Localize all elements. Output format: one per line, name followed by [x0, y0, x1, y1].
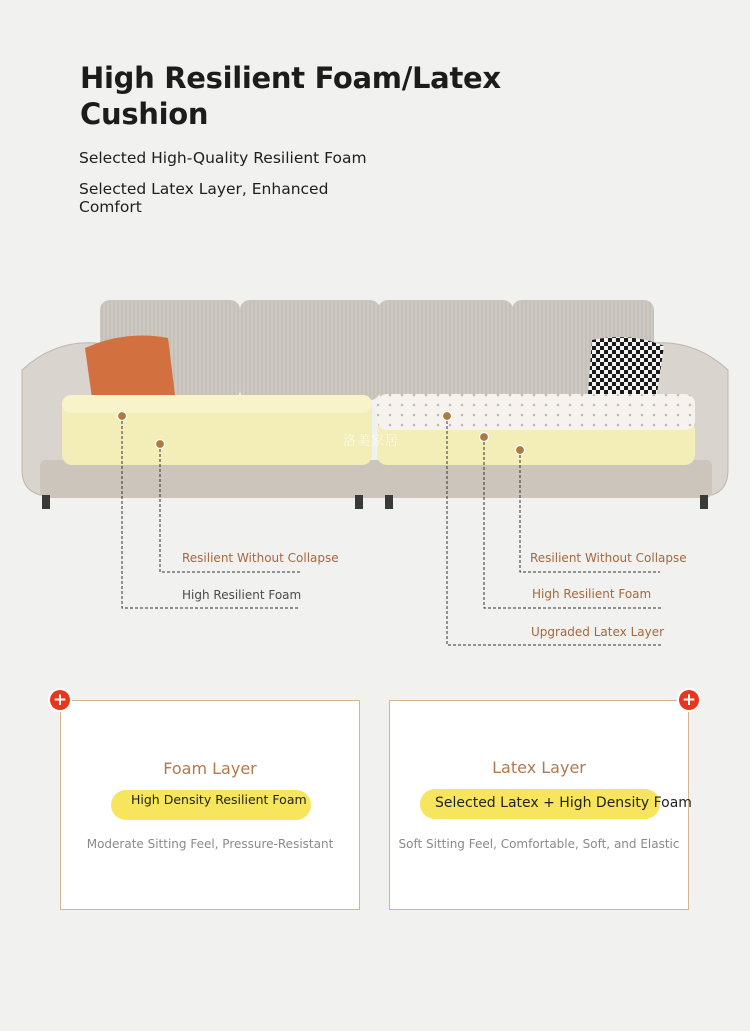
orange-pillow	[85, 336, 175, 401]
card-highlight: High Density Resilient Foam	[111, 790, 311, 820]
subtitle-latex: Selected Latex Layer, Enhanced Comfort	[79, 180, 329, 216]
back-cushion	[378, 300, 513, 400]
subtitle-foam: Selected High-Quality Resilient Foam	[79, 149, 367, 167]
callout-marker	[443, 412, 452, 421]
card-description: Moderate Sitting Feel, Pressure-Resistant	[86, 837, 334, 851]
callout-marker	[118, 412, 127, 421]
callout-resilient-right: Resilient Without Collapse	[530, 551, 687, 565]
headline: High Resilient Foam/Latex Cushion	[80, 61, 501, 131]
callout-foam-left: High Resilient Foam	[182, 588, 302, 602]
card-description: Soft Sitting Feel, Comfortable, Soft, and Elastic	[398, 837, 680, 851]
card-title: Foam Layer	[163, 759, 257, 778]
plus-icon: +	[679, 690, 699, 710]
plus-icon: +	[50, 690, 70, 710]
foam-layer-card	[60, 700, 360, 910]
latex-layer-card	[389, 700, 692, 910]
card-highlight: Selected Latex + High Density Foam	[420, 789, 660, 819]
callout-foam-right: High Resilient Foam	[532, 587, 652, 601]
callout-resilient-left: Resilient Without Collapse	[182, 551, 339, 565]
callout-marker	[516, 446, 525, 455]
card-title: Latex Layer	[492, 758, 586, 777]
callout-marker	[480, 433, 489, 442]
callout-lines	[0, 400, 750, 660]
houndstooth-pillow	[588, 337, 664, 400]
watermark: 洛美家居	[343, 434, 400, 449]
callout-latex-right: Upgraded Latex Layer	[531, 625, 665, 639]
back-cushion	[240, 300, 380, 400]
callout-marker	[156, 440, 165, 449]
callout-markers	[118, 412, 525, 455]
